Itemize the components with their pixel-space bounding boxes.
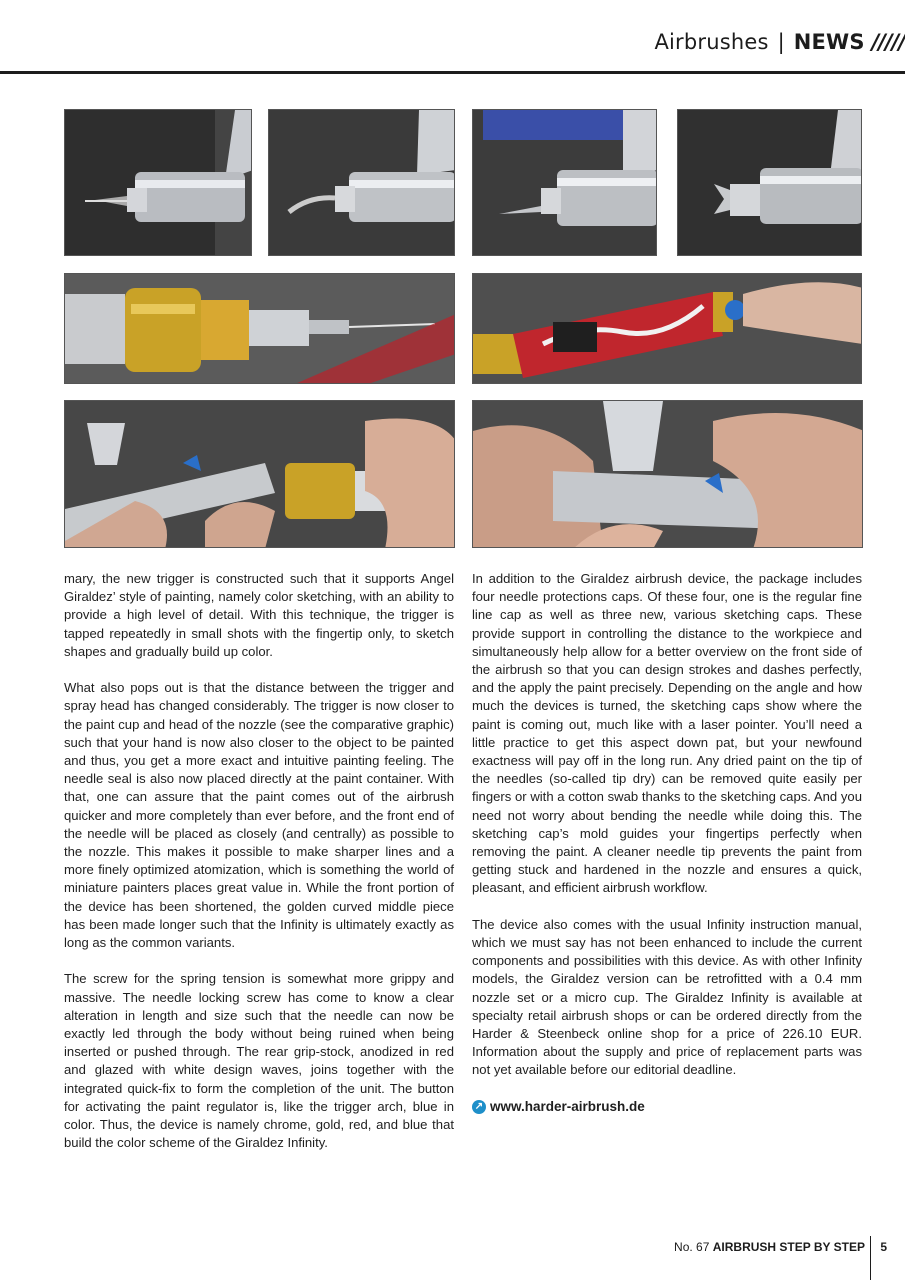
issue-number: No. 67	[674, 1240, 710, 1254]
photo-assembly-right	[472, 400, 863, 548]
magazine-name: AIRBRUSH STEP BY STEP	[712, 1240, 865, 1254]
article-paragraph: mary, the new trigger is constructed such that it supports Angel Giraldez’ style of painting, namely color sketching, with an ability to provide a high level of detail. With this technique, the trigger is tapped repeatedly in small shots with the fingertip only, to sketch shapes and gradually build up color.	[64, 571, 454, 659]
article-column-right	[472, 570, 862, 1116]
header-separator: |	[777, 30, 785, 54]
page-header	[0, 0, 905, 72]
photo-red-handle	[472, 273, 862, 384]
header-rule	[0, 71, 905, 74]
page-number: 5	[880, 1240, 887, 1254]
photo-cap-3	[472, 109, 657, 256]
photo-needle-gold	[64, 273, 455, 384]
article-paragraph: What also pops out is that the distance between the trigger and spray head has changed considerably. The trigger is now closer to the paint cup and head of the nozzle (see the comparative graphic) such that your hand is now also closer to the object to be painted and thus, you get a more exact and intuitive painting feeling. The needle seal is also now placed directly at the paint container. With that, one can assure that the paint comes out of the airbrush quicker and more completely than ever before, and the front end of the needle will be placed as closely (and centrally) as possible to the nozzle. This makes it possible to make sharper lines and a more finely optimized atomization, which is something the world of miniature painters places great value in. While the front portion of the device has been shortened, the golden curved middle piece has been made longer such that the Infinity is ultimately exactly as long as the common variants.	[64, 680, 454, 951]
article-column-left	[64, 570, 454, 1171]
photo-assembly-left	[64, 400, 455, 548]
news-label: NEWS	[793, 30, 865, 54]
article-paragraph: The screw for the spring tension is somewhat more grippy and massive. The needle locking screw has come to know a clear alteration in length and size such that the needle can now be exactly led through the body without being ruined when being inserted or pushed through. The rear grip-stock, anodized in red and glazed with white design waves, joins together with the integrated quick-fix to form the completion of the unit. The button for activating the paint regulator is, like the trigger arch, blue in color. Thus, the device is namely chrome, gold, red, and blue that build the color scheme of the Giraldez Infinity.	[64, 971, 454, 1151]
website-link-row[interactable]	[472, 1098, 862, 1116]
photo-cap-4	[677, 109, 862, 256]
footer-separator	[870, 1236, 871, 1280]
section-title	[654, 30, 905, 54]
header-slashes: /////	[871, 30, 905, 54]
section-label: Airbrushes	[654, 30, 769, 54]
page-footer	[0, 1236, 905, 1264]
external-link-icon: ↗	[472, 1100, 486, 1114]
footer-credit	[674, 1240, 865, 1254]
article-paragraph: In addition to the Giraldez airbrush device, the package includes four needle protections caps. Of these four, one is the regular fine line cap as well as three new, various sketching caps. These provide support in controlling the distance to the workpiece and simultaneously help allow for a better overview on the front side of the airbrush so that you can design strokes and dashes perfectly, and the apply the paint precisely. Depending on the angle and how much the devices is turned, the sketching caps show where the paint is coming out, much like with a laser pointer. You’ll need a little practice to get this aspect down pat, but your newfound exactness will pay off in the long run. Any dried paint on the tip of the needles (so-called tip dry) can be removed quite easily per fingers or with a cotton swab thanks to the sketching caps. And you need not worry about bending the needle while doing this. The sketching cap’s mold guides your fingertips perfectly when removing the paint. A cleaner needle tip prevents the paint from getting stuck and hardened in the nozzle and ensures a quick, pleasant, and efficient airbrush workflow.	[472, 571, 862, 896]
photo-cap-2	[268, 109, 455, 256]
website-link[interactable]: www.harder-airbrush.de	[490, 1098, 645, 1114]
photo-cap-1	[64, 109, 252, 256]
article-paragraph: The device also comes with the usual Infinity instruction manual, which we must say has not been enhanced to include the current components and possibilities with this device. As with other Infinity models, the Giraldez version can be retrofitted with a 0.4 mm nozzle set or a micro cup. The Giraldez Infinity is available at specialty retail airbrush shops or can be ordered directly from the Harder & Steenbeck online shop for a price of 226.10 EUR. Information about the supply and price of replacement parts was not yet available before our editorial deadline.	[472, 916, 862, 1078]
